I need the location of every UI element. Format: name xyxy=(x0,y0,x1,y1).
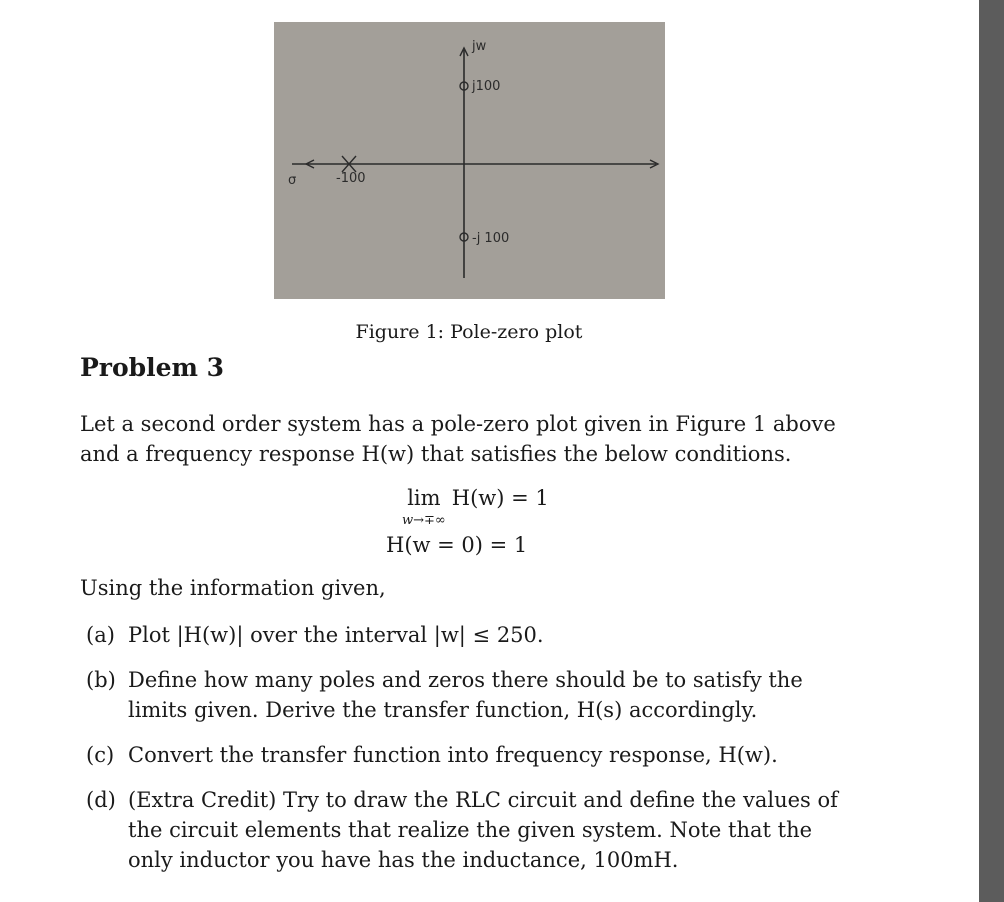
label-j100: j100 xyxy=(472,79,501,94)
label-neg-j100: -j 100 xyxy=(472,231,510,246)
list-item-b xyxy=(86,665,860,725)
item-text: Plot |H(w)| over the interval |w| ≤ 250. xyxy=(128,623,544,647)
limit-operator xyxy=(402,486,446,527)
label-sigma: σ xyxy=(288,173,297,188)
equation-dc-gain: H(w = 0) = 1 xyxy=(386,533,528,557)
list-item-c xyxy=(86,740,860,770)
figure-caption: Figure 1: Pole-zero plot xyxy=(355,321,583,343)
limit-body: H(w) = 1 xyxy=(451,486,549,510)
item-text: (Extra Credit) Try to draw the RLC circuit and define the values of the circuit elements that realize the given system. Note that the only inductor you have has the inductance, 100mH. xyxy=(128,788,838,872)
pole-zero-figure xyxy=(274,22,665,299)
using-information-text: Using the information given, xyxy=(80,576,386,600)
limit-label: lim xyxy=(407,486,441,510)
item-label: (c) xyxy=(86,743,115,767)
item-label: (d) xyxy=(86,788,116,812)
equation-limit xyxy=(402,486,549,529)
list-item-a xyxy=(86,620,860,650)
scrollbar[interactable] xyxy=(979,0,1004,902)
item-label: (b) xyxy=(86,668,116,692)
item-text: Convert the transfer function into frequency response, H(w). xyxy=(128,743,778,767)
problem-heading: Problem 3 xyxy=(80,353,225,382)
label-neg100: -100 xyxy=(336,171,366,186)
list-item-d xyxy=(86,785,860,875)
item-label: (a) xyxy=(86,623,115,647)
pole-zero-plot xyxy=(274,22,665,299)
label-jw: jw xyxy=(472,39,487,54)
problem-intro-paragraph: Let a second order system has a pole-zero plot given in Figure 1 above and a frequency response H(w) that satisfies the below conditions. xyxy=(80,412,836,466)
item-text: Define how many poles and zeros there should be to satisfy the limits given. Derive the transfer function, H(s) accordingly. xyxy=(128,668,803,722)
limit-subscript: w→∓∞ xyxy=(402,513,446,528)
